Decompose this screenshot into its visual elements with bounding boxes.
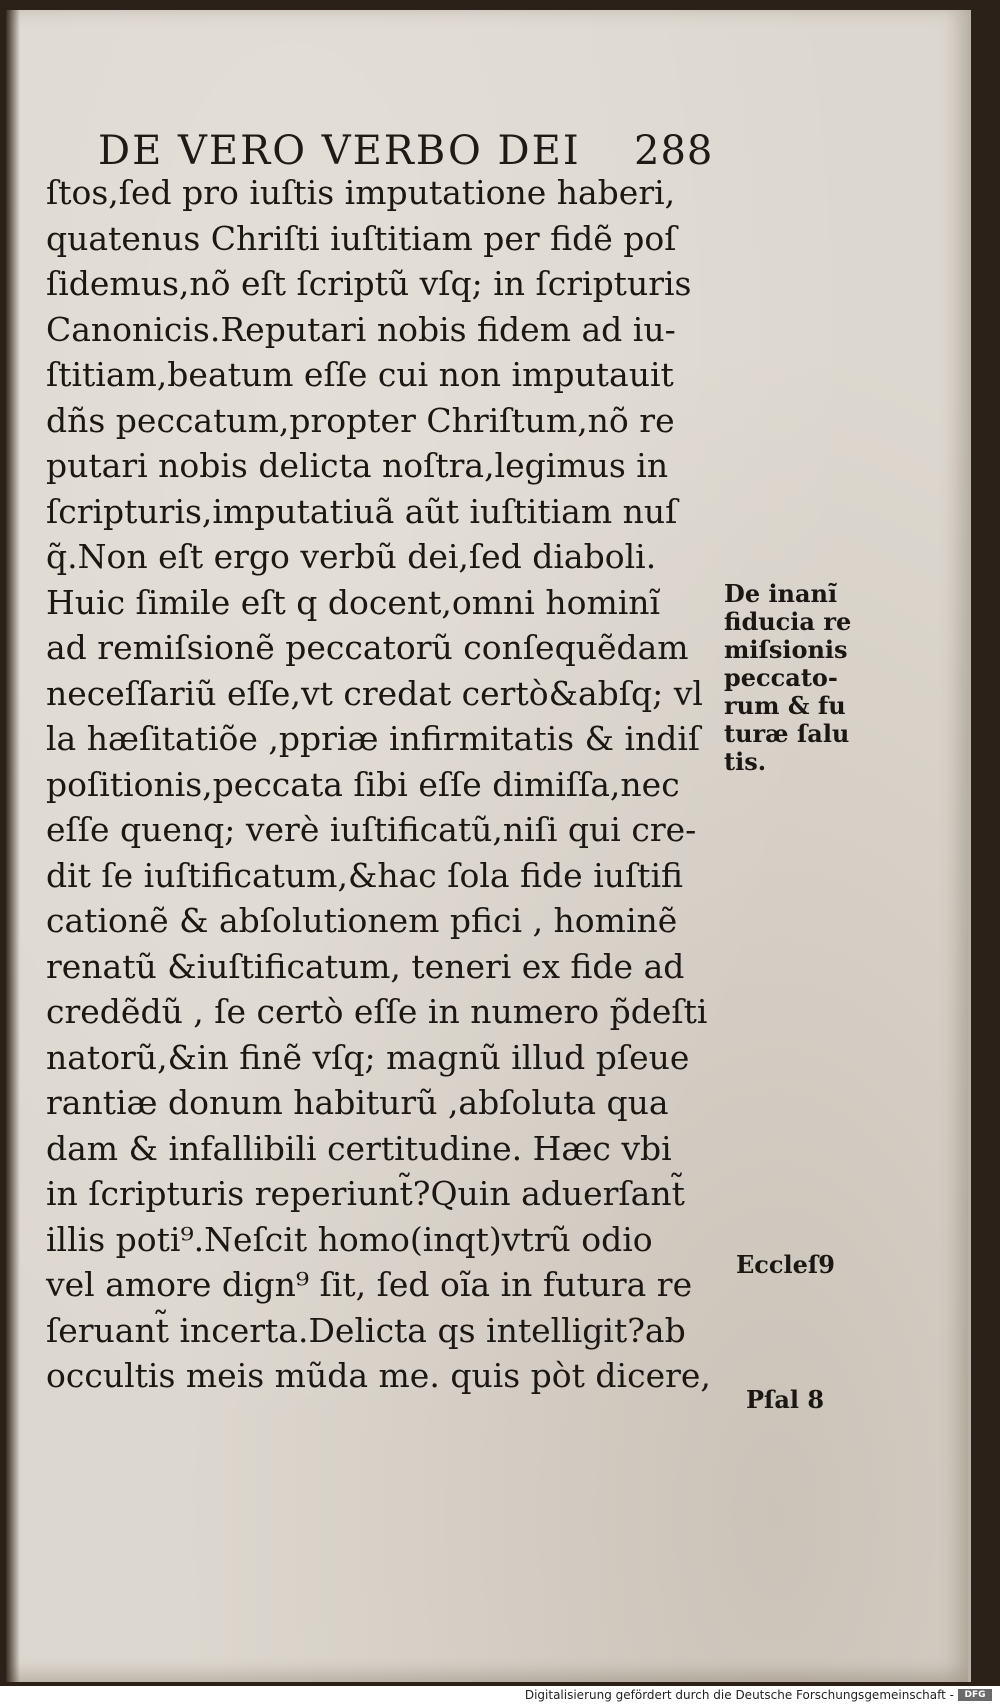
text-line: ſeruant̃ incerta.Delicta qs intelligit?ab [46,1310,686,1350]
text-line: Huic ſimile eſt q͏ docent,omni hominĩ [46,582,661,622]
body-text [46,170,726,1399]
dfg-logo-icon: DFG [958,1689,992,1701]
text-line: Canonicis.Reputari nobis fidem ad iu- [46,309,676,349]
marginal-note-line: De inanĩ [724,579,838,608]
marginal-note-line: rum & fu [724,691,846,720]
header-title: DE VERO VERBO DEI [98,128,581,174]
marginal-note-eccles: Eccleſ9 [736,1250,835,1279]
marginal-note-fiducia [724,580,851,776]
marginal-note-line: fiducia re [724,607,852,636]
digitization-footer [0,1686,1000,1704]
text-line: ad remiſsionẽ peccatorũ conſequẽdam [46,628,689,667]
book-page [6,10,971,1682]
marginal-note-line: peccato- [724,663,838,692]
text-line: putari nobis delicta noſtra,legimus in [46,446,669,485]
running-header [98,128,714,174]
text-line: eſſe quenq; verè iuſtificatũ,niſi qui cre- [46,810,697,849]
text-line: dñs peccatum,propter Chriſtum,nõ re [46,400,675,440]
marginal-note-psal: Pſal 8 [746,1385,825,1414]
text-line: ſcripturis,imputatiuã aũt iuſtitiam nuſ [46,491,678,531]
text-line: ſtos,ſed pro iuſtis imputatione haberi, [46,173,676,212]
footer-credit: Digitalisierung gefördert durch die Deutsche Forschungsgemeinschaft - [524,1688,954,1702]
text-line: vel amore dign⁹ ſit, ſed oĩa in futura re [46,1265,693,1304]
text-line: dam & infallibili certitudine. Hæc vbi [46,1128,672,1168]
text-line: rantiæ donum habiturũ ,abſoluta qua [46,1083,669,1122]
text-line: natorũ,&in finẽ vſq; magnũ illud pſeue [46,1037,690,1077]
text-line: in ſcripturis reperiunt̃?Quin aduerſant̃ [46,1174,685,1213]
text-line: ſtitiam,beatum eſſe cui non imputauit [46,355,674,394]
text-line: q̃.Non eſt ergo verbũ dei,ſed diaboli. [46,537,657,576]
text-line: occultis meis mũda me. quis pòt dicere, [46,1356,711,1395]
text-line: cationẽ & abſolutionem pfici , hominẽ [46,901,678,940]
text-line: quatenus Chriſti iuſtitiam per fidẽ poſ [46,218,677,258]
text-line: renatũ &iuſtificatum, teneri ex fide ad [46,946,685,986]
marginal-note-line: tis. [724,747,767,776]
marginal-note-line: miſsionis [724,635,848,664]
text-line: poſitionis,peccata ſibi eſſe dimiſſa,nec [46,764,680,804]
text-line: credẽdũ , ſe certò eſſe in numero p̃deſti [46,992,708,1031]
text-line: neceſſariũ eſſe,vt credat certò&abſq; vl [46,673,703,713]
text-line: illis poti⁹.Neſcit homo(inqt)vtrũ odio [46,1219,653,1259]
text-line: ſidemus,nõ eſt ſcriptũ vſq; in ſcripturis [46,264,692,303]
page-number: 288 [634,128,714,174]
text-line: la hæſitatiõe ,ppriæ infirmitatis & indiſ [46,719,701,758]
page-spine-shadow [6,10,20,1682]
text-line: dit ſe iuſtificatum,&hac ſola fide iuſtifi [46,855,684,895]
marginal-note-line: turæ ſalu [724,719,850,748]
